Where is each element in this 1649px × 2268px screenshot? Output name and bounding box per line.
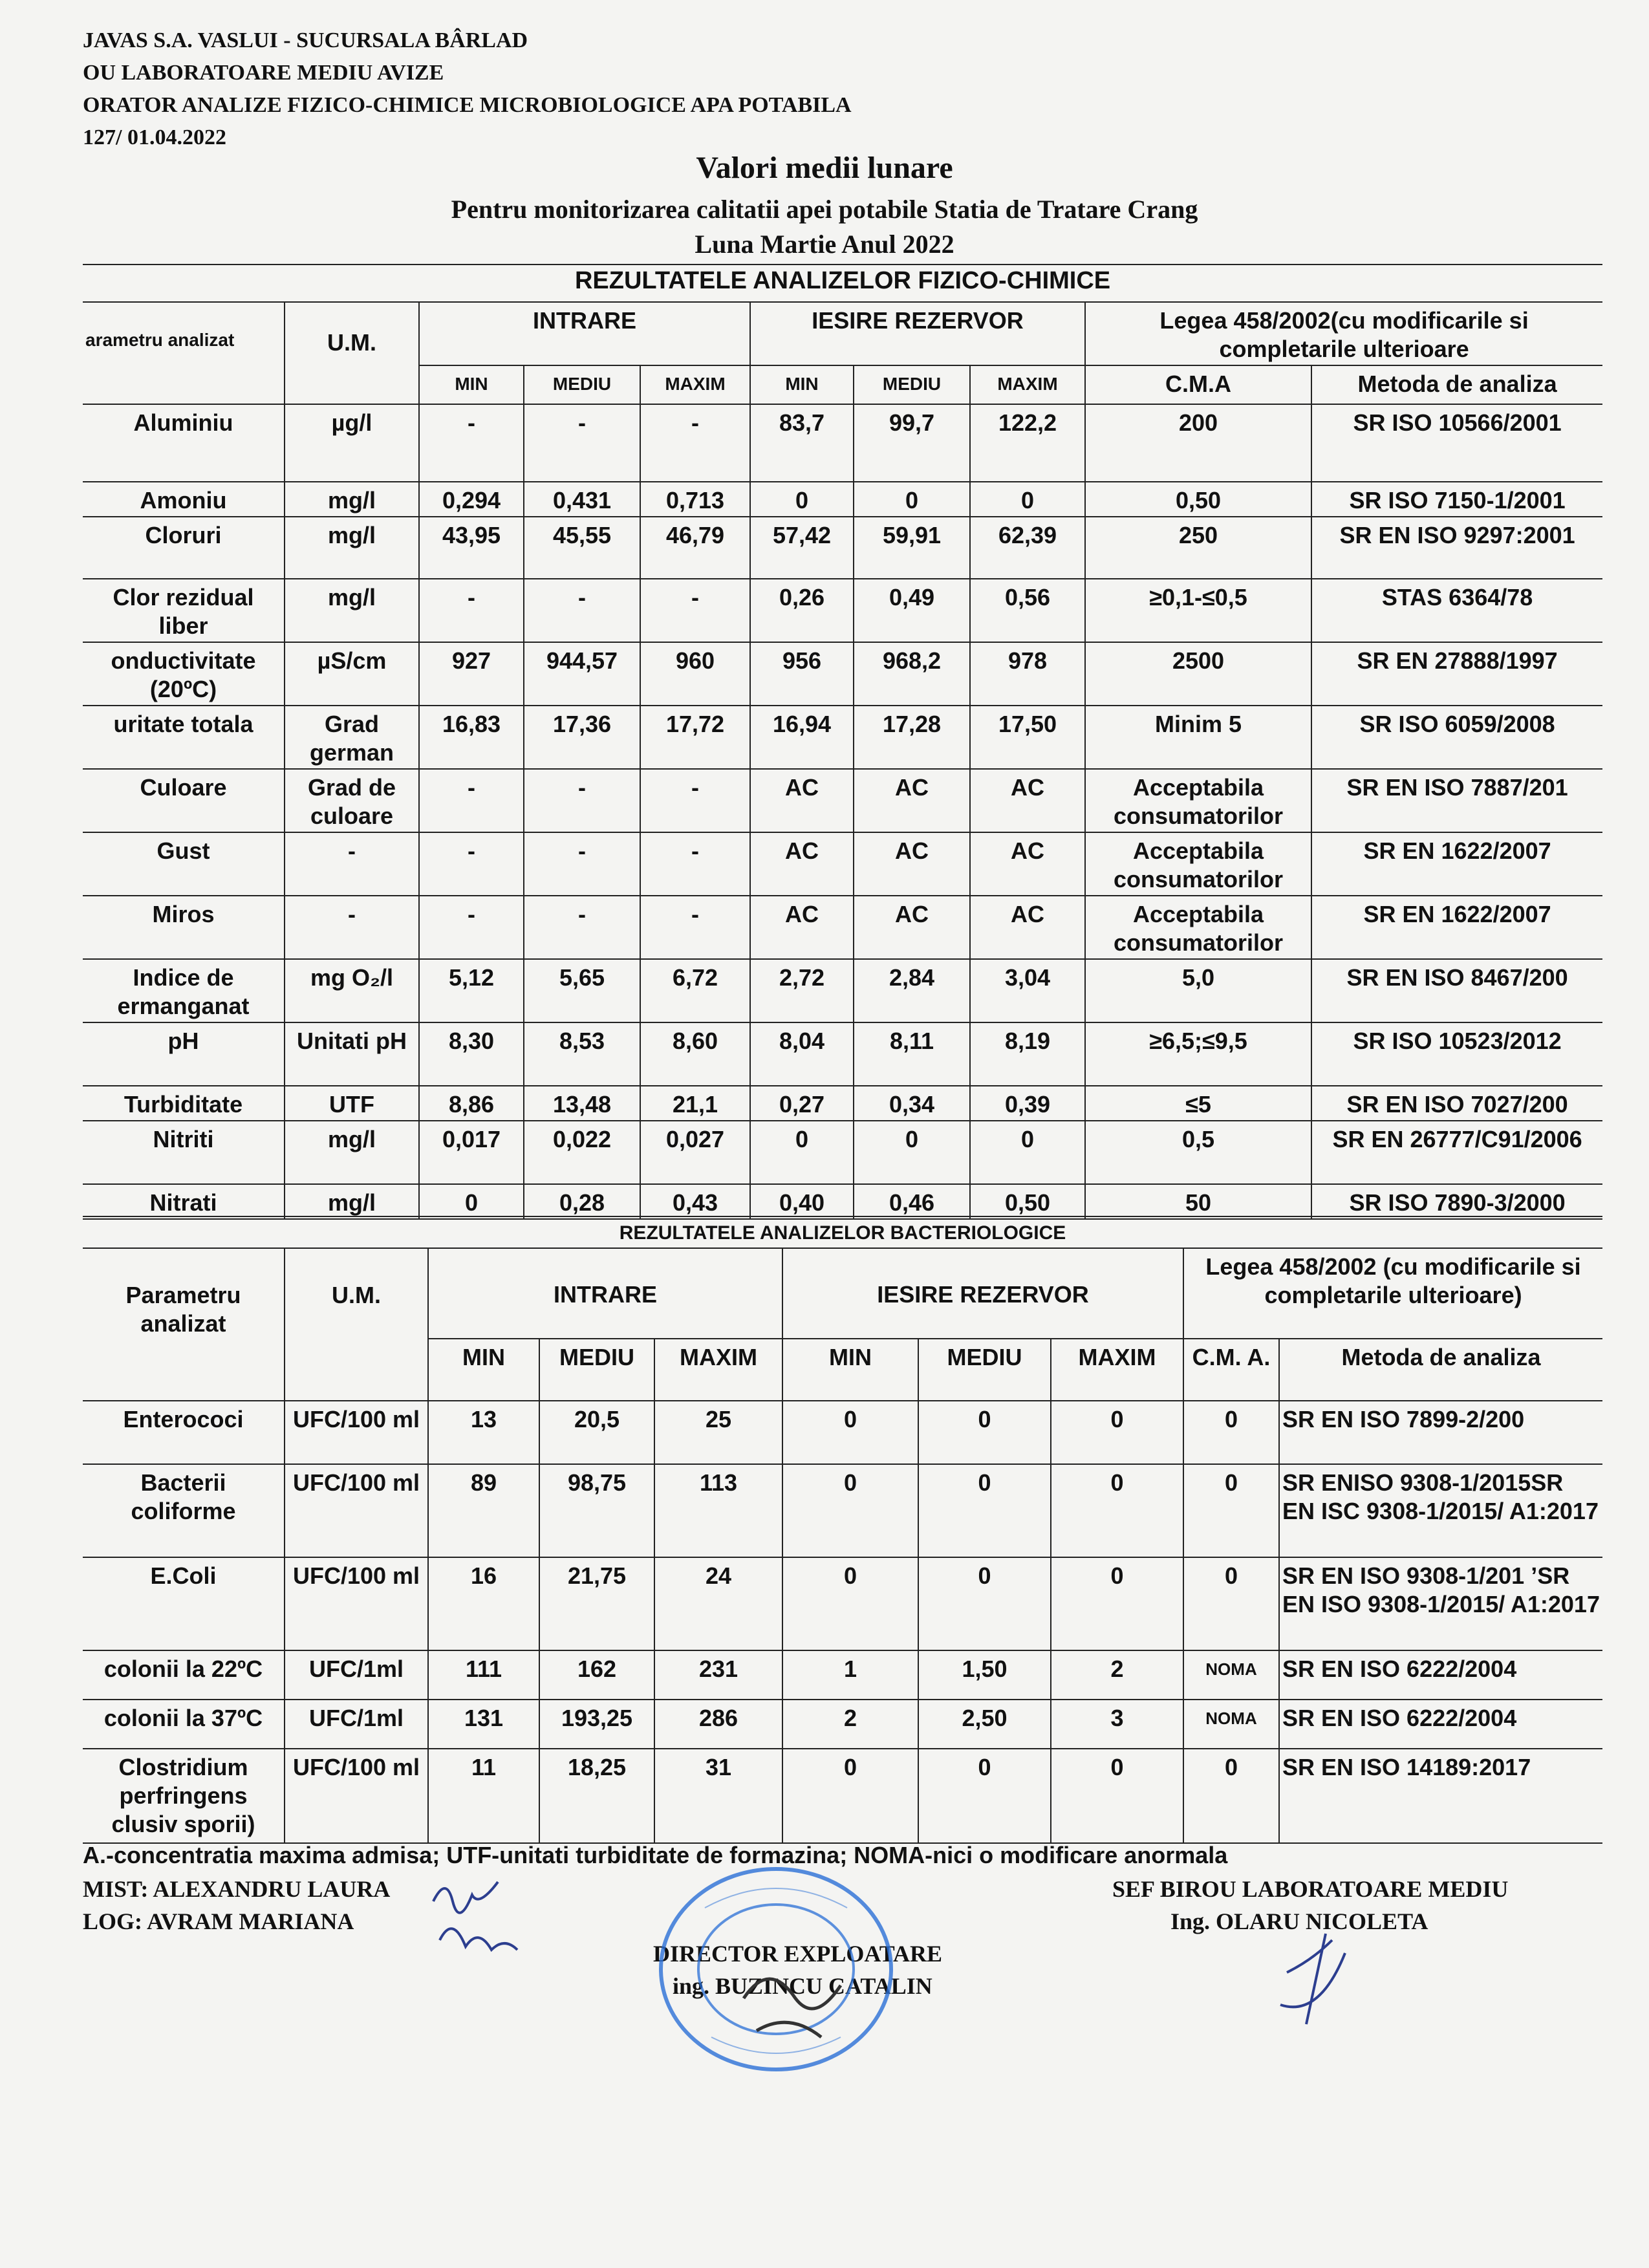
fc-row [83, 1022, 1602, 1086]
fc-cell-intrare-mediu: 0,022 [524, 1121, 640, 1184]
fc-header-intrare: INTRARE [419, 302, 750, 365]
fc-cell-um: UTF [285, 1086, 419, 1121]
fc-cell-iesire-min: 2,72 [750, 959, 854, 1022]
bact-cell-cma: 0 [1183, 1464, 1279, 1557]
fc-cell-param: Miros [83, 896, 285, 959]
fc-cell-iesire-min: 0,26 [750, 579, 854, 642]
fc-cell-iesire-min: 8,04 [750, 1022, 854, 1086]
fc-cell-iesire-mediu: 968,2 [854, 642, 970, 706]
fc-cell-iesire-maxim: 0,50 [970, 1184, 1085, 1219]
fc-cell-iesire-min: 83,7 [750, 404, 854, 482]
fc-cell-intrare-mediu: 0,28 [524, 1184, 640, 1219]
fc-cell-intrare-maxim: - [640, 832, 750, 896]
bact-cell-param: Enterococi [83, 1401, 285, 1464]
legend-note: A.-concentratia maxima admisa; UTF-unitati turbiditate de formazina; NOMA-nici o modificare anormala [83, 1842, 1228, 1868]
bact-header-min: MIN [428, 1339, 539, 1401]
bact-cell-iesire-maxim: 0 [1051, 1749, 1183, 1843]
fc-cell-iesire-maxim: 0,56 [970, 579, 1085, 642]
fc-cell-cma: 5,0 [1085, 959, 1311, 1022]
bact-row [83, 1749, 1602, 1843]
fc-cell-intrare-maxim: - [640, 579, 750, 642]
head-of-office-name: Ing. OLARU NICOLETA [1170, 1908, 1428, 1934]
fc-header-lege: Legea 458/2002(cu modificarile si completarile ulterioare [1085, 302, 1602, 365]
fc-header-min: MIN [419, 365, 524, 404]
bact-cell-intrare-mediu: 21,75 [539, 1557, 654, 1650]
bact-cell-intrare-mediu: 18,25 [539, 1749, 654, 1843]
fc-cell-metoda: SR EN ISO 7887/201 [1311, 769, 1602, 832]
fc-cell-iesire-mediu: 0,49 [854, 579, 970, 642]
fc-cell-param: Aluminiu [83, 404, 285, 482]
fc-cell-intrare-maxim: 0,43 [640, 1184, 750, 1219]
fc-cell-intrare-mediu: 45,55 [524, 517, 640, 579]
page-subtitle: Pentru monitorizarea calitatii apei potabile Statia de Tratare Crang [451, 195, 1198, 224]
fc-cell-um: Unitati pH [285, 1022, 419, 1086]
fc-cell-intrare-maxim: 21,1 [640, 1086, 750, 1121]
fc-header-mediu: MEDIU [524, 365, 640, 404]
fc-row [83, 642, 1602, 706]
bact-header-param: Parametru analizat [83, 1248, 285, 1401]
bact-cell-param: colonii la 22ºC [83, 1650, 285, 1700]
fc-cell-cma: Acceptabila consumatorilor [1085, 832, 1311, 896]
fc-cell-iesire-maxim: 3,04 [970, 959, 1085, 1022]
fc-cell-cma: Acceptabila consumatorilor [1085, 769, 1311, 832]
bact-cell-iesire-min: 0 [782, 1464, 918, 1557]
bact-cell-intrare-min: 13 [428, 1401, 539, 1464]
bact-cell-iesire-maxim: 0 [1051, 1464, 1183, 1557]
fc-cell-iesire-maxim: 122,2 [970, 404, 1085, 482]
fc-cell-iesire-maxim: AC [970, 832, 1085, 896]
fc-cell-um: Grad german [285, 706, 419, 769]
bact-cell-intrare-min: 131 [428, 1700, 539, 1749]
fc-cell-intrare-min: 927 [419, 642, 524, 706]
fc-cell-intrare-mediu: 17,36 [524, 706, 640, 769]
fc-header-maxim: MAXIM [970, 365, 1085, 404]
fc-cell-cma: ≥0,1-≤0,5 [1085, 579, 1311, 642]
bact-header-mediu: MEDIU [918, 1339, 1051, 1401]
bact-cell-intrare-min: 16 [428, 1557, 539, 1650]
fc-cell-intrare-min: 0 [419, 1184, 524, 1219]
bact-cell-intrare-maxim: 31 [654, 1749, 782, 1843]
fc-header-cma: C.M.A [1085, 365, 1311, 404]
fc-cell-cma: ≤5 [1085, 1086, 1311, 1121]
fc-cell-um: mg O₂/l [285, 959, 419, 1022]
fc-cell-iesire-mediu: 2,84 [854, 959, 970, 1022]
bact-cell-um: UFC/100 ml [285, 1557, 428, 1650]
fc-cell-iesire-mediu: 59,91 [854, 517, 970, 579]
laboratory-name: ORATOR ANALIZE FIZICO-CHIMICE MICROBIOLOGICE APA POTABILA [83, 93, 852, 117]
fc-cell-cma: Acceptabila consumatorilor [1085, 896, 1311, 959]
fc-cell-intrare-min: - [419, 896, 524, 959]
bact-cell-um: UFC/1ml [285, 1700, 428, 1749]
fc-cell-iesire-mediu: AC [854, 832, 970, 896]
company-name: JAVAS S.A. VASLUI - SUCURSALA BÂRLAD [83, 28, 528, 52]
bact-cell-param: Clostridium perfringens clusiv sporii) [83, 1749, 285, 1843]
bact-cell-metoda: SR EN ISO 14189:2017 [1279, 1749, 1602, 1843]
bacteriological-table [83, 1216, 1602, 1844]
fc-cell-metoda: SR EN 1622/2007 [1311, 832, 1602, 896]
fc-cell-iesire-maxim: 0,39 [970, 1086, 1085, 1121]
fc-cell-iesire-mediu: AC [854, 896, 970, 959]
bact-row [83, 1557, 1602, 1650]
bact-cell-um: UFC/100 ml [285, 1749, 428, 1843]
fc-cell-cma: Minim 5 [1085, 706, 1311, 769]
bact-header-lege: Legea 458/2002 (cu modificarile si completarile ulterioare) [1183, 1248, 1602, 1339]
bact-cell-intrare-mediu: 98,75 [539, 1464, 654, 1557]
fc-cell-iesire-min: 0,40 [750, 1184, 854, 1219]
bact-cell-param: Bacterii coliforme [83, 1464, 285, 1557]
bact-cell-intrare-min: 89 [428, 1464, 539, 1557]
fc-cell-um: - [285, 832, 419, 896]
signature-director [731, 1947, 860, 2063]
fc-cell-param: Amoniu [83, 482, 285, 517]
bact-cell-metoda: SR EN ISO 6222/2004 [1279, 1700, 1602, 1749]
page-title: Valori medii lunare [696, 151, 953, 185]
fc-cell-intrare-maxim: - [640, 769, 750, 832]
bact-cell-iesire-min: 0 [782, 1401, 918, 1464]
bact-cell-metoda: SR EN ISO 6222/2004 [1279, 1650, 1602, 1700]
fc-cell-intrare-mediu: 13,48 [524, 1086, 640, 1121]
bact-header-min: MIN [782, 1339, 918, 1401]
fc-cell-intrare-min: - [419, 769, 524, 832]
bact-cell-intrare-mediu: 20,5 [539, 1401, 654, 1464]
fc-cell-param: Nitrati [83, 1184, 285, 1219]
fc-cell-iesire-min: AC [750, 896, 854, 959]
bact-cell-intrare-maxim: 24 [654, 1557, 782, 1650]
bact-section-title: REZULTATELE ANALIZELOR BACTERIOLOGICE [83, 1216, 1602, 1248]
fc-cell-iesire-maxim: 0 [970, 482, 1085, 517]
fc-cell-intrare-maxim: - [640, 404, 750, 482]
fc-cell-iesire-mediu: 0 [854, 1121, 970, 1184]
fc-cell-iesire-min: 16,94 [750, 706, 854, 769]
bact-cell-um: UFC/100 ml [285, 1464, 428, 1557]
bact-cell-um: UFC/1ml [285, 1650, 428, 1700]
bact-header-iesire: IESIRE REZERVOR [782, 1248, 1183, 1339]
fc-cell-iesire-maxim: 0 [970, 1121, 1085, 1184]
fc-cell-intrare-min: 0,017 [419, 1121, 524, 1184]
bact-row [83, 1650, 1602, 1700]
fc-cell-intrare-min: 16,83 [419, 706, 524, 769]
fc-cell-um: mg/l [285, 579, 419, 642]
bact-cell-intrare-maxim: 113 [654, 1464, 782, 1557]
biologist-name: LOG: AVRAM MARIANA [83, 1908, 354, 1934]
fc-cell-param: Gust [83, 832, 285, 896]
fc-cell-um: Grad de culoare [285, 769, 419, 832]
fc-cell-iesire-maxim: 17,50 [970, 706, 1085, 769]
fc-cell-iesire-min: 0 [750, 482, 854, 517]
fc-cell-iesire-min: 956 [750, 642, 854, 706]
fc-cell-param: pH [83, 1022, 285, 1086]
fc-cell-param: Culoare [83, 769, 285, 832]
bact-cell-metoda: SR ENISO 9308-1/2015SR EN ISC 9308-1/2015/ A1:2017 [1279, 1464, 1602, 1557]
bact-cell-iesire-min: 0 [782, 1557, 918, 1650]
fc-cell-um: - [285, 896, 419, 959]
fc-cell-intrare-maxim: - [640, 896, 750, 959]
fc-cell-iesire-mediu: 0,46 [854, 1184, 970, 1219]
bact-header-metoda: Metoda de analiza [1279, 1339, 1602, 1401]
fc-cell-intrare-min: - [419, 832, 524, 896]
bact-cell-iesire-maxim: 0 [1051, 1401, 1183, 1464]
fc-cell-metoda: SR EN ISO 7027/200 [1311, 1086, 1602, 1121]
fc-row [83, 769, 1602, 832]
fc-cell-metoda: SR EN ISO 9297:2001 [1311, 517, 1602, 579]
fc-row [83, 1086, 1602, 1121]
bact-cell-intrare-min: 111 [428, 1650, 539, 1700]
chemist-name: MIST: ALEXANDRU LAURA [83, 1876, 391, 1902]
fc-cell-intrare-min: 8,86 [419, 1086, 524, 1121]
fc-cell-metoda: SR ISO 10566/2001 [1311, 404, 1602, 482]
fc-row [83, 579, 1602, 642]
fc-cell-cma: 200 [1085, 404, 1311, 482]
bact-cell-iesire-min: 1 [782, 1650, 918, 1700]
fc-row [83, 1184, 1602, 1219]
fc-cell-intrare-maxim: 960 [640, 642, 750, 706]
bact-cell-cma: NOMA [1183, 1700, 1279, 1749]
fc-cell-metoda: SR ISO 10523/2012 [1311, 1022, 1602, 1086]
bact-cell-intrare-maxim: 286 [654, 1700, 782, 1749]
bact-cell-iesire-mediu: 0 [918, 1557, 1051, 1650]
bact-cell-intrare-maxim: 25 [654, 1401, 782, 1464]
fc-cell-iesire-maxim: 978 [970, 642, 1085, 706]
bact-cell-cma: 0 [1183, 1401, 1279, 1464]
fc-cell-metoda: SR EN ISO 8467/200 [1311, 959, 1602, 1022]
bact-cell-intrare-mediu: 162 [539, 1650, 654, 1700]
fc-cell-intrare-maxim: 6,72 [640, 959, 750, 1022]
fc-cell-param: Cloruri [83, 517, 285, 579]
bact-cell-iesire-maxim: 0 [1051, 1557, 1183, 1650]
fc-cell-metoda: SR ISO 7150-1/2001 [1311, 482, 1602, 517]
fc-cell-iesire-min: AC [750, 769, 854, 832]
fc-cell-iesire-mediu: 8,11 [854, 1022, 970, 1086]
fc-cell-um: mg/l [285, 482, 419, 517]
fc-cell-param: Clor rezidual liber [83, 579, 285, 642]
bact-cell-iesire-mediu: 2,50 [918, 1700, 1051, 1749]
fc-cell-intrare-min: 43,95 [419, 517, 524, 579]
fc-cell-intrare-mediu: 944,57 [524, 642, 640, 706]
fc-cell-intrare-mediu: - [524, 404, 640, 482]
fc-row [83, 706, 1602, 769]
fc-cell-intrare-min: - [419, 579, 524, 642]
head-of-office-title: SEF BIROU LABORATOARE MEDIU [1112, 1876, 1509, 1902]
fc-cell-param: onductivitate (20ºC) [83, 642, 285, 706]
fc-cell-intrare-mediu: 0,431 [524, 482, 640, 517]
fc-cell-metoda: SR EN 26777/C91/2006 [1311, 1121, 1602, 1184]
fc-cell-iesire-mediu: 0,34 [854, 1086, 970, 1121]
fc-cell-iesire-maxim: AC [970, 769, 1085, 832]
bact-cell-intrare-min: 11 [428, 1749, 539, 1843]
fc-cell-cma: 0,5 [1085, 1121, 1311, 1184]
bact-cell-iesire-mediu: 0 [918, 1401, 1051, 1464]
signature-1 [420, 1863, 537, 1960]
bact-header-cma: C.M. A. [1183, 1339, 1279, 1401]
fc-header-param: arametru analizat [83, 302, 285, 404]
fc-header-min: MIN [750, 365, 854, 404]
bact-cell-cma: 0 [1183, 1557, 1279, 1650]
bact-header-mediu: MEDIU [539, 1339, 654, 1401]
department-name: OU LABORATOARE MEDIU AVIZE [83, 61, 444, 85]
fc-cell-iesire-maxim: 8,19 [970, 1022, 1085, 1086]
bact-cell-intrare-maxim: 231 [654, 1650, 782, 1700]
fc-row [83, 1121, 1602, 1184]
fc-cell-iesire-min: 57,42 [750, 517, 854, 579]
fc-header-mediu: MEDIU [854, 365, 970, 404]
fc-cell-intrare-mediu: - [524, 832, 640, 896]
bact-cell-iesire-min: 0 [782, 1749, 918, 1843]
bact-cell-cma: NOMA [1183, 1650, 1279, 1700]
fc-cell-intrare-mediu: - [524, 769, 640, 832]
fc-cell-metoda: SR ISO 7890-3/2000 [1311, 1184, 1602, 1219]
fc-cell-metoda: SR EN 27888/1997 [1311, 642, 1602, 706]
director-title: DIRECTOR EXPLOATARE [653, 1941, 943, 1967]
bact-header-intrare: INTRARE [428, 1248, 782, 1339]
bact-row [83, 1401, 1602, 1464]
fc-cell-intrare-min: - [419, 404, 524, 482]
fc-cell-um: µS/cm [285, 642, 419, 706]
fc-row [83, 517, 1602, 579]
bact-row [83, 1464, 1602, 1557]
bact-cell-um: UFC/100 ml [285, 1401, 428, 1464]
fc-cell-intrare-mediu: 5,65 [524, 959, 640, 1022]
signature-head [1267, 1921, 1371, 2037]
period: Luna Martie Anul 2022 [695, 230, 954, 259]
fc-cell-param: uritate totala [83, 706, 285, 769]
fc-header-maxim: MAXIM [640, 365, 750, 404]
fc-cell-intrare-min: 8,30 [419, 1022, 524, 1086]
fc-cell-cma: 2500 [1085, 642, 1311, 706]
physico-chemical-table [83, 264, 1602, 1220]
bact-cell-param: colonii la 37ºC [83, 1700, 285, 1749]
fc-cell-intrare-maxim: 0,713 [640, 482, 750, 517]
fc-cell-iesire-mediu: 0 [854, 482, 970, 517]
director-name: ing. BUZINCU CATALIN [673, 1973, 932, 1999]
fc-cell-intrare-maxim: 8,60 [640, 1022, 750, 1086]
fc-cell-metoda: SR ISO 6059/2008 [1311, 706, 1602, 769]
fc-cell-metoda: STAS 6364/78 [1311, 579, 1602, 642]
fc-cell-um: mg/l [285, 1121, 419, 1184]
bact-cell-iesire-mediu: 0 [918, 1749, 1051, 1843]
fc-cell-intrare-min: 0,294 [419, 482, 524, 517]
fc-row [83, 959, 1602, 1022]
fc-cell-iesire-maxim: 62,39 [970, 517, 1085, 579]
fc-cell-um: mg/l [285, 517, 419, 579]
fc-cell-intrare-maxim: 46,79 [640, 517, 750, 579]
fc-header-metoda: Metoda de analiza [1311, 365, 1602, 404]
fc-row [83, 482, 1602, 517]
bact-header-maxim: MAXIM [1051, 1339, 1183, 1401]
bact-cell-iesire-maxim: 2 [1051, 1650, 1183, 1700]
bact-header-maxim: MAXIM [654, 1339, 782, 1401]
bact-cell-param: E.Coli [83, 1557, 285, 1650]
bact-cell-iesire-maxim: 3 [1051, 1700, 1183, 1749]
fc-row [83, 832, 1602, 896]
document-number: 127/ 01.04.2022 [83, 125, 226, 149]
fc-cell-intrare-mediu: - [524, 896, 640, 959]
bact-cell-metoda: SR EN ISO 9308-1/201 ʼSR EN ISO 9308-1/2015/ A1:2017 [1279, 1557, 1602, 1650]
fc-cell-iesire-min: 0 [750, 1121, 854, 1184]
fc-cell-param: Nitriti [83, 1121, 285, 1184]
fc-row [83, 404, 1602, 482]
fc-header-um: U.M. [285, 302, 419, 404]
fc-cell-intrare-mediu: 8,53 [524, 1022, 640, 1086]
fc-row [83, 896, 1602, 959]
fc-cell-intrare-maxim: 0,027 [640, 1121, 750, 1184]
bact-cell-iesire-min: 2 [782, 1700, 918, 1749]
bact-cell-intrare-mediu: 193,25 [539, 1700, 654, 1749]
fc-cell-param: Indice de ermanganat [83, 959, 285, 1022]
bact-header-um: U.M. [285, 1248, 428, 1401]
bact-cell-iesire-mediu: 0 [918, 1464, 1051, 1557]
fc-cell-cma: 250 [1085, 517, 1311, 579]
fc-cell-um: mg/l [285, 1184, 419, 1219]
fc-cell-cma: 0,50 [1085, 482, 1311, 517]
fc-cell-um: µg/l [285, 404, 419, 482]
fc-cell-intrare-min: 5,12 [419, 959, 524, 1022]
fc-cell-iesire-mediu: 99,7 [854, 404, 970, 482]
fc-section-title: REZULTATELE ANALIZELOR FIZICO-CHIMICE [83, 265, 1602, 302]
fc-cell-metoda: SR EN 1622/2007 [1311, 896, 1602, 959]
fc-cell-cma: 50 [1085, 1184, 1311, 1219]
fc-cell-intrare-maxim: 17,72 [640, 706, 750, 769]
fc-cell-intrare-mediu: - [524, 579, 640, 642]
fc-cell-iesire-min: AC [750, 832, 854, 896]
fc-cell-cma: ≥6,5;≤9,5 [1085, 1022, 1311, 1086]
bact-cell-iesire-mediu: 1,50 [918, 1650, 1051, 1700]
fc-cell-iesire-min: 0,27 [750, 1086, 854, 1121]
fc-header-iesire: IESIRE REZERVOR [750, 302, 1085, 365]
fc-cell-iesire-mediu: AC [854, 769, 970, 832]
fc-cell-param: Turbiditate [83, 1086, 285, 1121]
fc-cell-iesire-maxim: AC [970, 896, 1085, 959]
bact-row [83, 1700, 1602, 1749]
bact-cell-metoda: SR EN ISO 7899-2/200 [1279, 1401, 1602, 1464]
fc-cell-iesire-mediu: 17,28 [854, 706, 970, 769]
bact-cell-cma: 0 [1183, 1749, 1279, 1843]
